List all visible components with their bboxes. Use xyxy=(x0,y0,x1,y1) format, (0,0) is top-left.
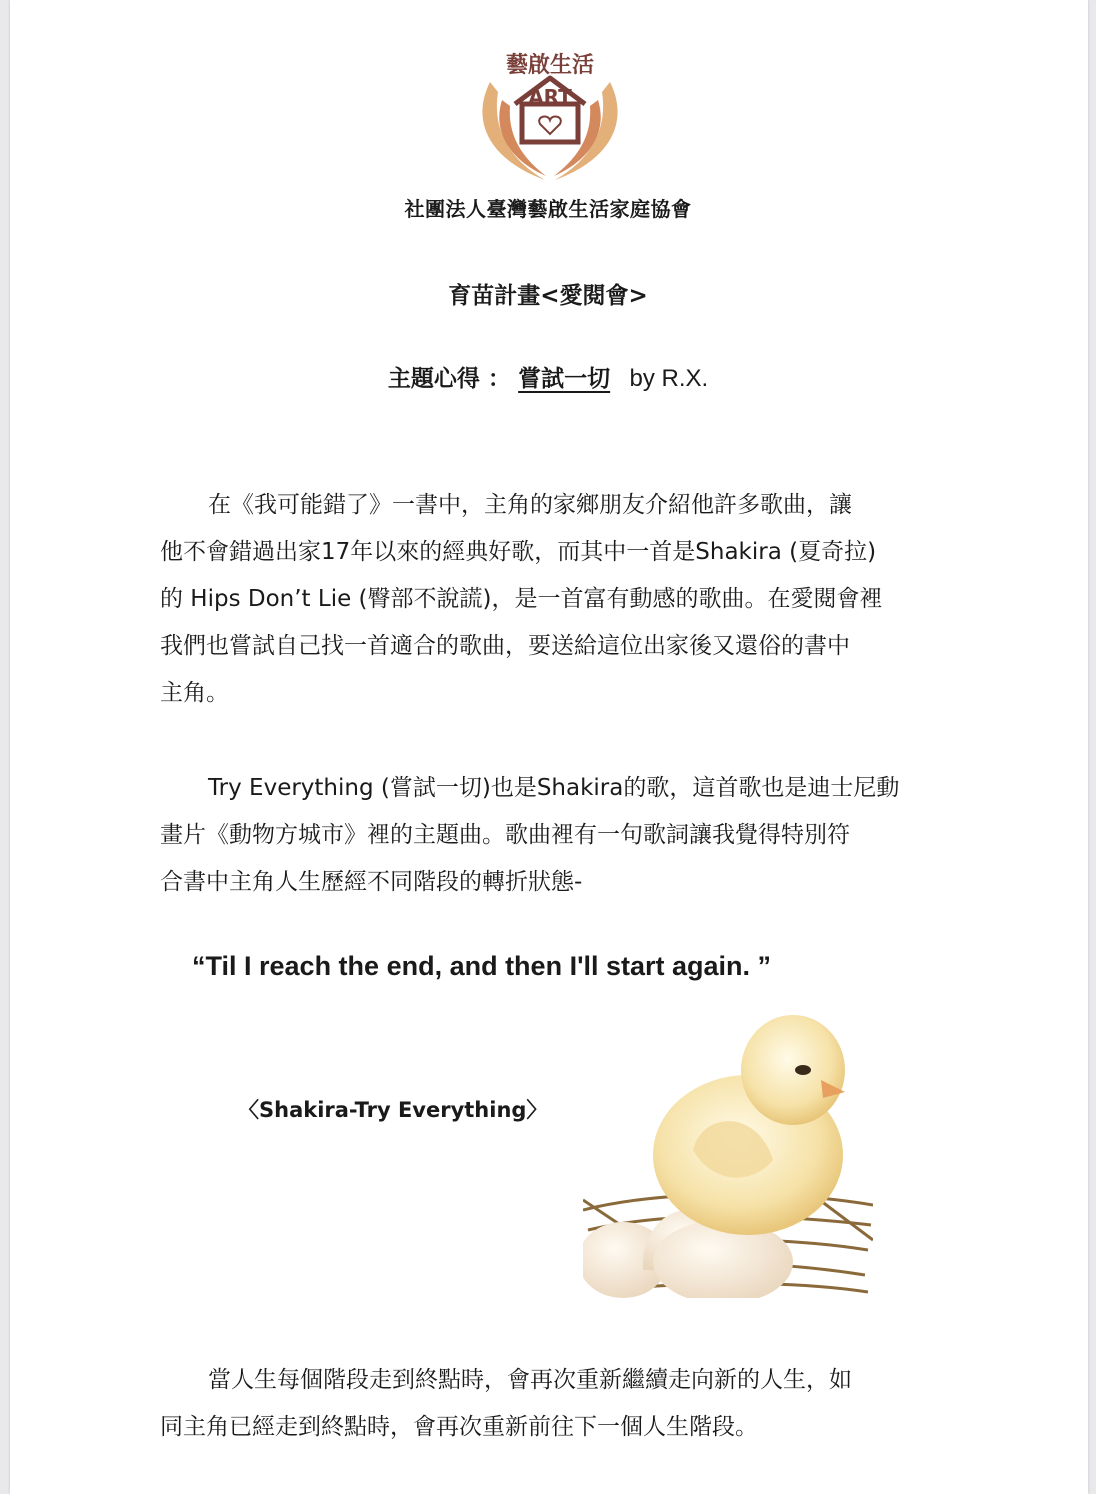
paragraph-line: 在《我可能錯了》一書中，主角的家鄉朋友介紹他許多歌曲，讓 xyxy=(208,492,852,518)
topic-label: 主題心得 ： xyxy=(387,366,511,392)
paragraph-line: 當人生每個階段走到終點時，會再次重新繼續走向新的人生，如 xyxy=(208,1367,852,1393)
topic-name: 嘗試一切 xyxy=(518,366,611,392)
document-page xyxy=(10,0,1088,1494)
chick-image xyxy=(583,1000,873,1298)
paragraph-1 xyxy=(160,482,932,717)
logo-text: 藝啟生活 xyxy=(505,52,595,78)
topic-heading xyxy=(0,360,1096,393)
lyric-quote: “Til I reach the end, and then I'll start again. ” xyxy=(192,951,772,981)
paragraph-3 xyxy=(160,1357,932,1451)
song-title: 〈Shakira-Try Everything〉 xyxy=(238,1098,548,1122)
paragraph-line: 我們也嘗試自己找一首適合的歌曲，要送給這位出家後又還俗的書中 xyxy=(160,633,850,659)
association-logo xyxy=(470,42,630,182)
paragraph-line: Try Everything (嘗試一切)也是Shakira的歌，這首歌也是迪士尼動 xyxy=(208,775,900,801)
document-title: 育苗計畫<愛閱會> xyxy=(448,283,648,309)
organization-name: 社團法人臺灣藝啟生活家庭協會 xyxy=(404,197,692,221)
topic-author: by R.X. xyxy=(629,365,709,392)
paragraph-line: 合書中主角人生歷經不同階段的轉折狀態- xyxy=(160,869,583,895)
logo-mark: ART xyxy=(528,85,572,109)
paragraph-line: 畫片《動物方城市》裡的主題曲。歌曲裡有一句歌詞讓我覺得特別符 xyxy=(160,822,850,848)
paragraph-line: 同主角已經走到終點時，會再次重新前往下一個人生階段。 xyxy=(160,1414,758,1440)
paragraph-line: 主角。 xyxy=(160,680,229,706)
paragraph-line: 的 Hips Don’t Lie (臀部不說謊)，是一首富有動感的歌曲。在愛閱會裡 xyxy=(160,586,883,612)
paragraph-2 xyxy=(160,765,932,906)
paragraph-line: 他不會錯過出家17年以來的經典好歌，而其中一首是Shakira (夏奇拉) xyxy=(160,539,877,565)
